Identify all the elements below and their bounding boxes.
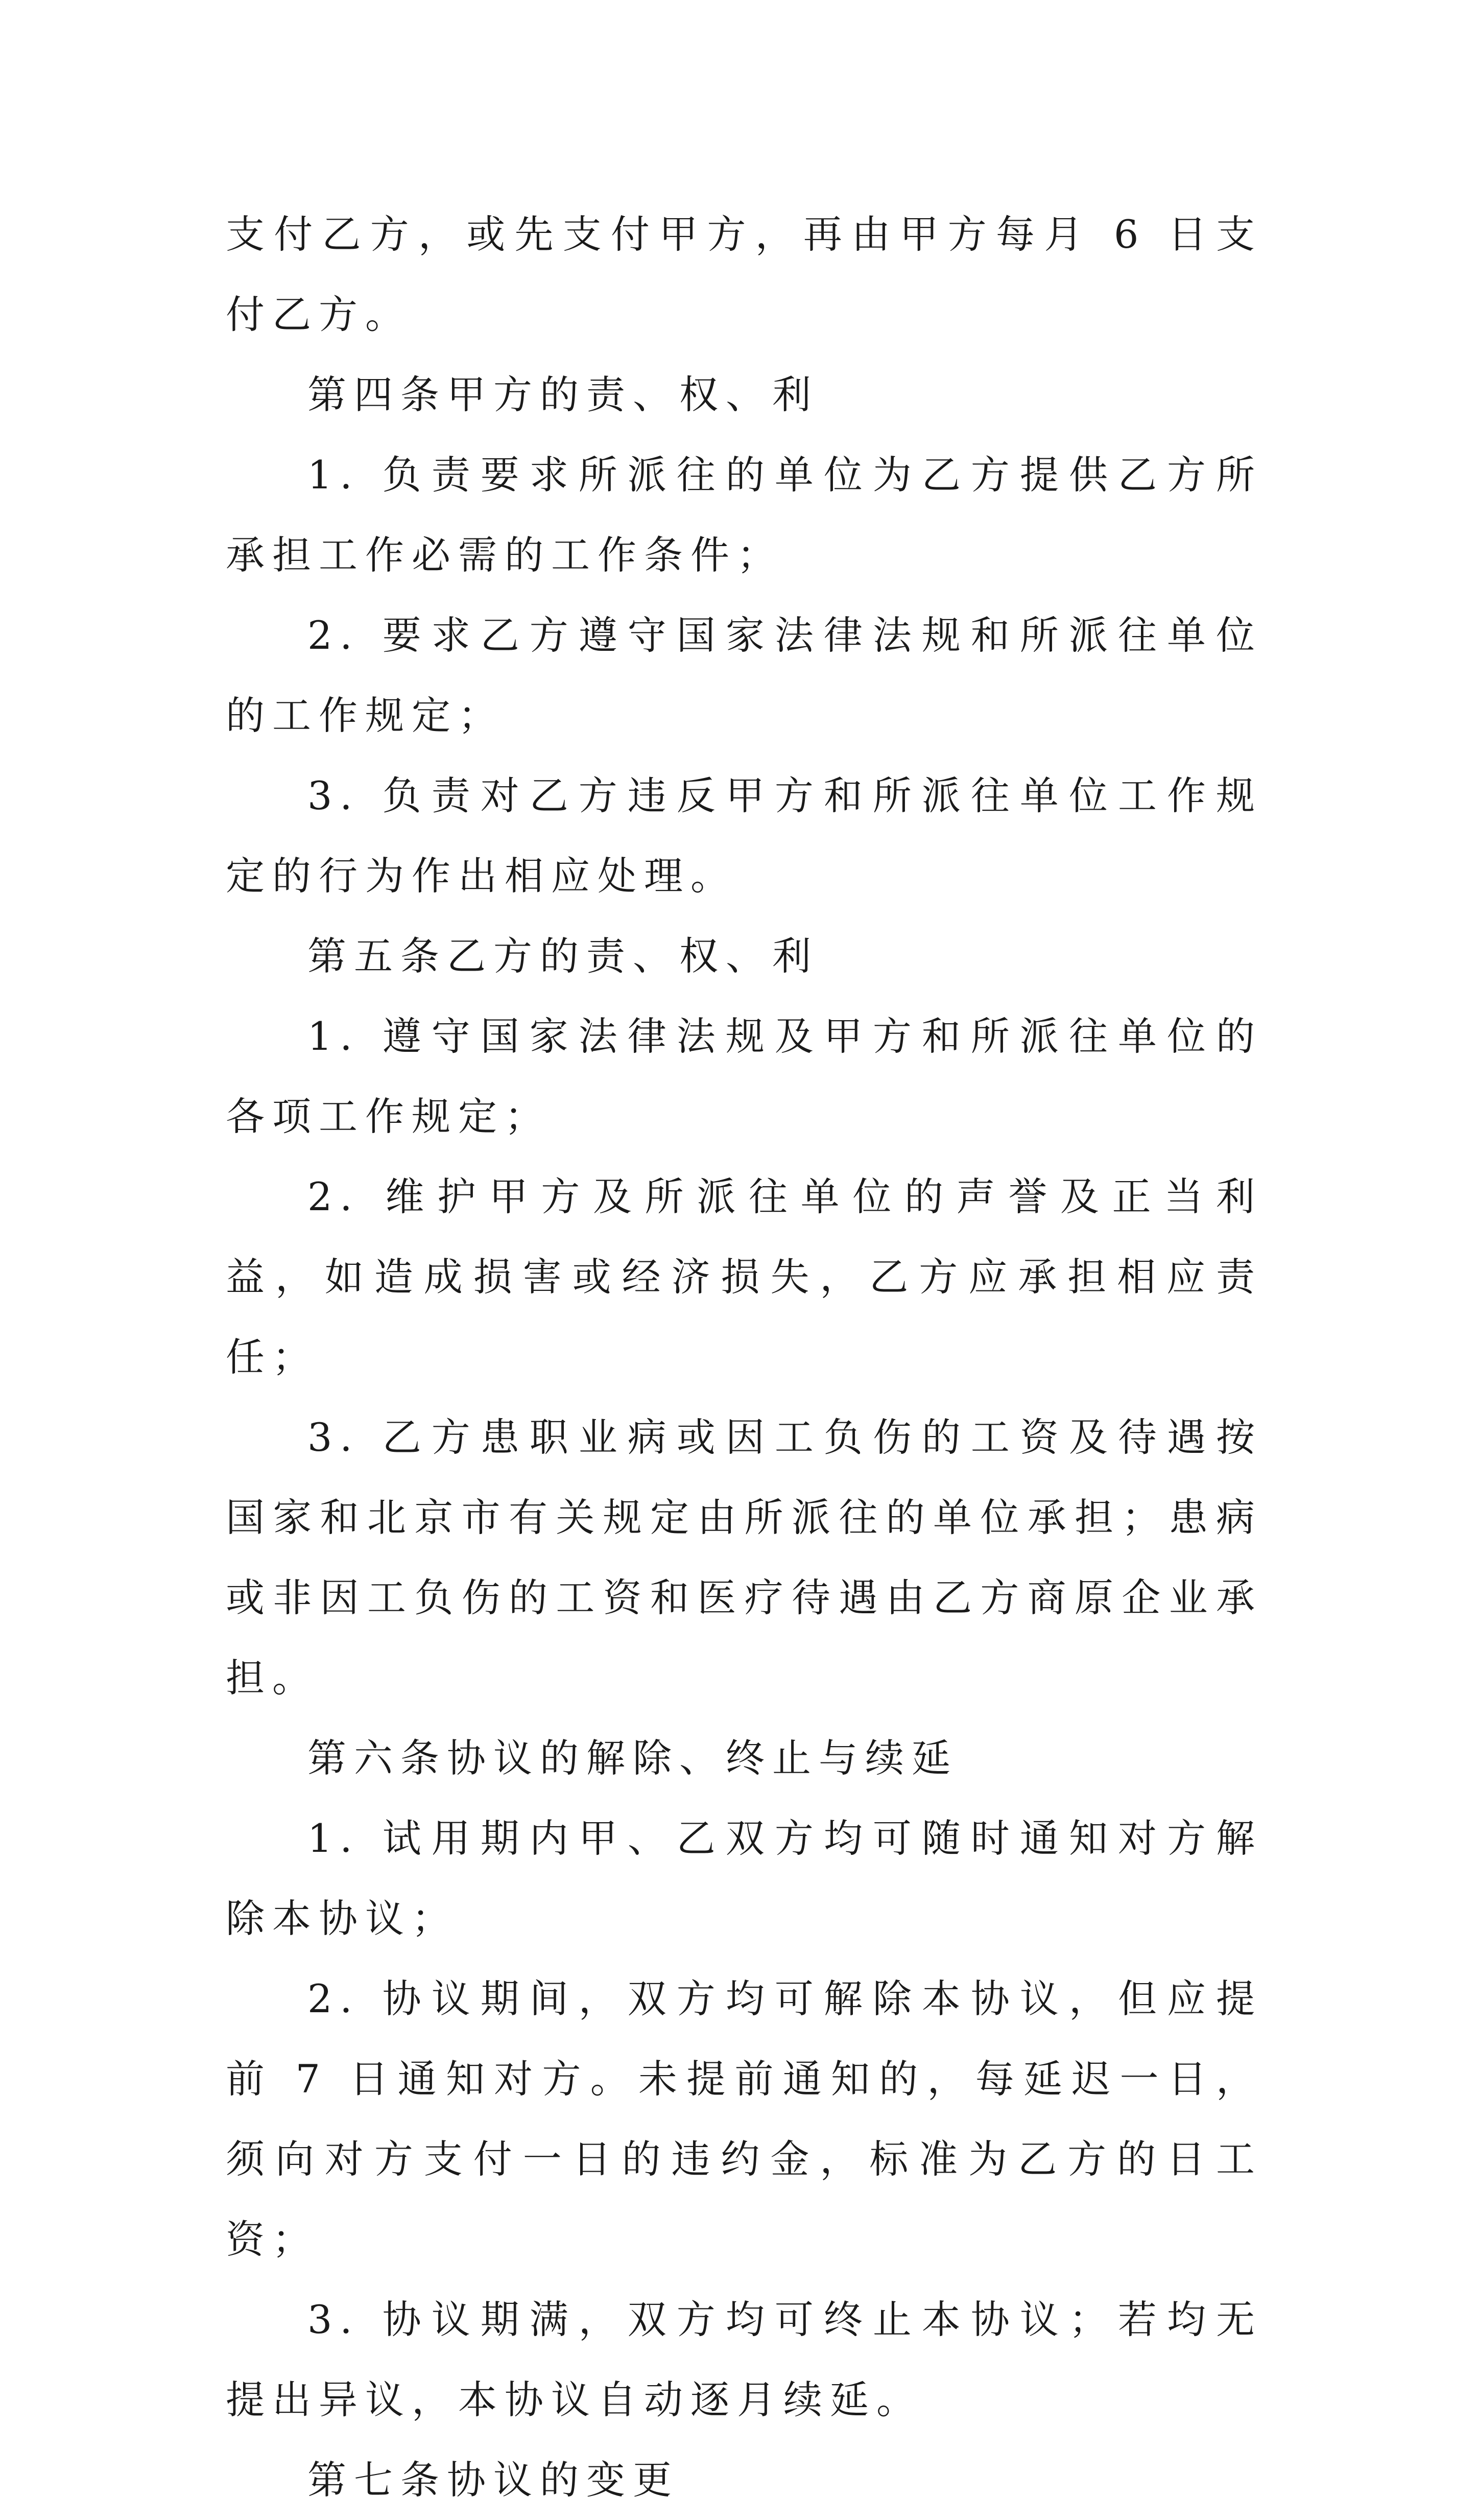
article-5-item-1: 1. 遵守国家法律法规及甲方和所派往单位的各项工作规定； [226,1014,1262,1139]
article-6-item-2: 2. 协议期间，双方均可解除本协议，但应提前 7 日通知对方。未提前通知的，每延迟一日，须向对方支付一日的违约金，标准为乙方的日工资； [226,1976,1262,2262]
article-4-item-1: 1. 负责要求所派往的单位为乙方提供乙方所承担工作必需的工作条件； [226,452,1262,578]
article-5-item-2: 2. 维护甲方及所派往单位的声誉及正当利益，如造成损害或经济损失，乙方应承担相应责任； [226,1174,1262,1380]
document-body [226,194,1262,2520]
article-5-heading: 第五条乙方的责、权、利 [307,933,819,979]
article-4-heading: 第四条甲方的责、权、利 [307,372,819,417]
article-6-item-3: 3. 协议期满，双方均可终止本协议；若均无提出异议，本协议自动逐月续延。 [226,2297,1262,2422]
article-4-item-2: 2. 要求乙方遵守国家法律法规和所派往单位的工作规定； [226,613,1262,738]
article-5-item-3: 3. 乙方患职业病或因工负伤的工资及待遇按国家和北京市有关规定由所派往的单位承担；患病或非因工负伤的工资和医疗待遇由乙方商原企业承担。 [226,1415,1262,1701]
article-6-item-1: 1. 试用期内甲、乙双方均可随时通知对方解除本协议； [226,1816,1262,1941]
paragraph-payment-continuation: 支付乙方，或先支付甲方，再由甲方每月 6 日支付乙方。 [226,211,1262,337]
article-7-heading: 第七条协议的变更 [307,2457,679,2503]
article-4-item-3: 3. 负责对乙方违反甲方和所派往单位工作规定的行为作出相应处理。 [226,773,1262,899]
article-6-heading: 第六条协议的解除、终止与续延 [307,1735,958,1781]
